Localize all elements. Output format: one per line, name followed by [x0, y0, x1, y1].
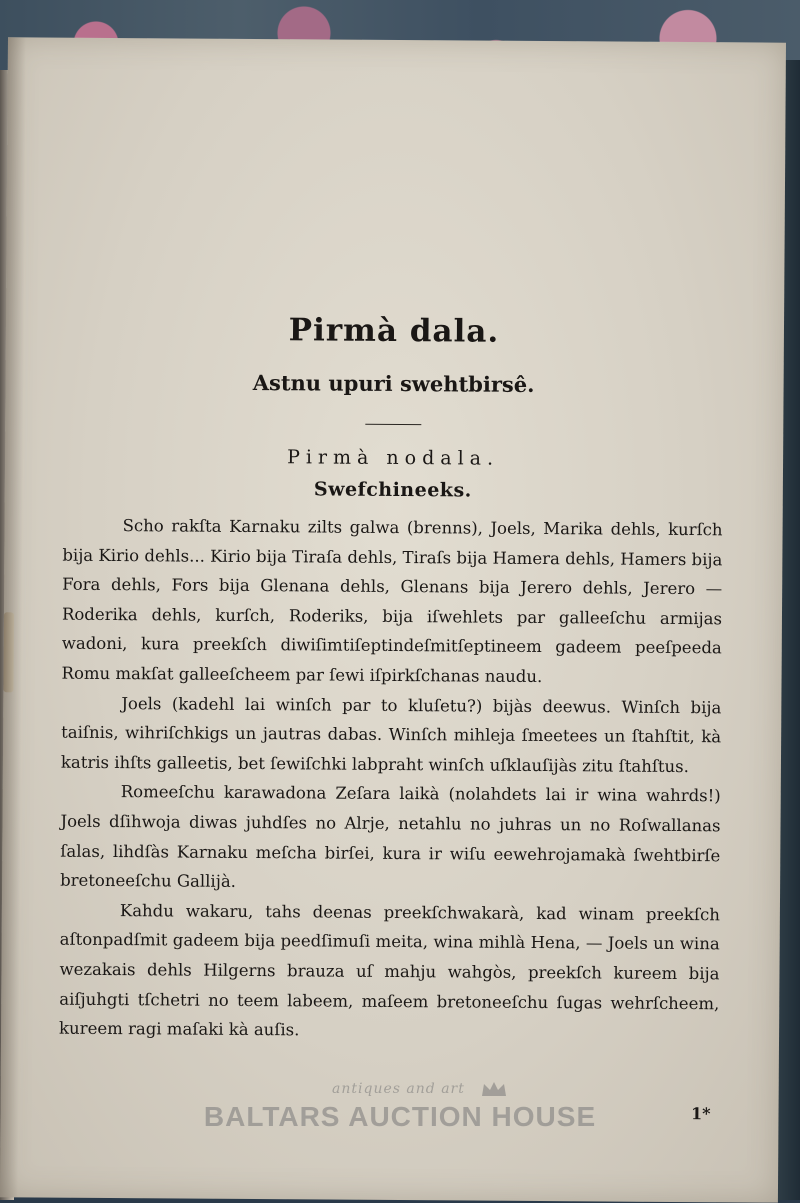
chapter-label: Pirmà nodala.: [287, 446, 500, 470]
page-content: [59, 258, 724, 1048]
watermark-brand: BALTARS AUCTION HOUSE: [203, 1101, 597, 1132]
page-number: 1*: [690, 1104, 711, 1124]
watermark-tagline-row: [0, 1078, 800, 1098]
body-text: [59, 511, 723, 1048]
watermark: [0, 1078, 800, 1134]
title-divider: [365, 424, 421, 425]
book-page: [0, 37, 786, 1202]
binding-mark: [3, 612, 14, 692]
paragraph: Kahdu wakaru, tahs deenas preekſchwakarà, kad winam preekſch aſtonpadſmit gadeem bija peedſimuſi meita, wina mihlà Hena, — Joels un wina wezakais dehls Hilgerns brauza uſ mahju wahgòs, preekſch kureem bija aiſjuhgti tſchetri no teem labeem, maſeem bretoneeſchu ſugas wehrſcheem, kureem ragi maſaki kà auſis.: [59, 900, 720, 1040]
watermark-tagline: antiques and art: [332, 1081, 465, 1097]
chapter-title: Swefchineeks.: [313, 478, 472, 502]
paragraph: Scho rakſta Karnaku zilts galwa (brenns), Joels, Marika dehls, kurſch bija Kirio dehls... Kirio bija Tiraſa dehls, Tiraſs bija Hamera dehls, Hamers bija Fora dehls, Fors bija Glenana dehls, Glenans bija Jerero dehls, Jerero — Roderika dehls, kurſch, Roderiks, bija iſwehlets par galleeſchu armijas wadoni, kura preekſch diwiſimtiſeptindeſmitſeptineem gadeem peeſpeeda Romu makſat galleeſcheem par ſewi iſpirkſchanas naudu.: [61, 516, 723, 686]
part-title: Pirmà dala.: [288, 312, 500, 350]
paragraph: Romeeſchu karawadona Zeſara laikà (nolahdets lai ir wina wahrds!) Joels dſihwoja diwas juhdſes no Alrje, netahlu no juhras un no Roſwallanas ſalas, lihdſàs Karnaku meſcha birſei, kura ir wiſu eewehrojamakà ſwehtbirſe bretoneeſchu Gallijà.: [60, 782, 721, 892]
paragraph: Joels (kadehl lai winſch par to kluſetu?) bijàs deewus. Winſch bija taiſnis, wihriſchkigs un jautras dabas. Winſch mihleja ſmeetees un ſtahſtit, kà katris ihſts galleetis, bet ſewiſchki labpraht winſch uſklauſijàs zitu ſtahſtus.: [60, 693, 722, 776]
crown-icon: [480, 1080, 508, 1098]
section-title: Astnu upuri swehtbirsê.: [252, 370, 535, 397]
